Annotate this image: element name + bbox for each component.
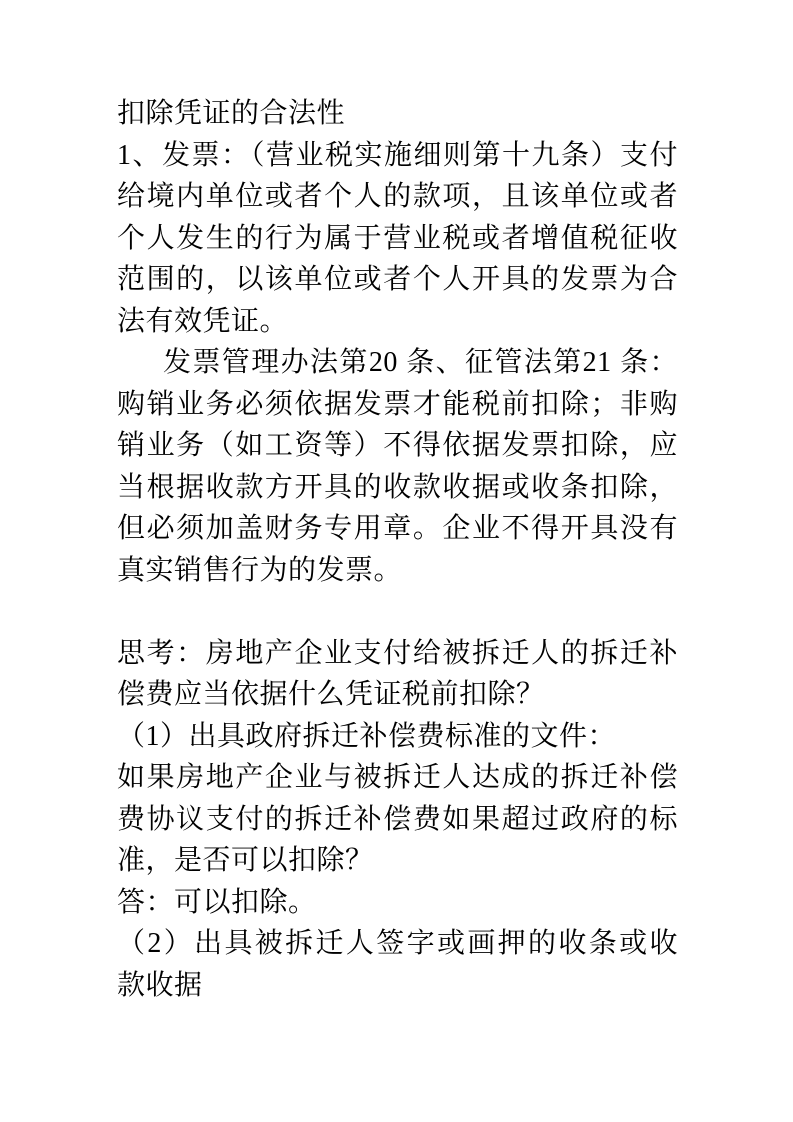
text-line: 费协议支付的拆迁补偿费如果超过政府的标 <box>117 803 678 835</box>
document-text <box>117 93 678 1006</box>
text-line: 但必须加盖财务专用章。企业不得开具没有 <box>117 513 678 544</box>
text-line: （2）出具被拆迁人签字或画押的收条或收 <box>117 928 678 959</box>
text-line: 销业务（如工资等）不得依据发票扣除，应 <box>117 430 678 461</box>
text-line: 发票管理办法第20 条、征管法第21 条： <box>163 347 678 378</box>
text-line <box>117 591 678 633</box>
text-line: 扣除凭证的合法性 <box>117 98 346 129</box>
text-line: 款收据 <box>117 969 203 1001</box>
text-line: 如果房地产企业与被拆迁人达成的拆迁补偿 <box>117 762 678 793</box>
text-line: 范围的，以该单位或者个人开具的发票为合 <box>117 264 678 295</box>
text-line: 给境内单位或者个人的款项，且该单位或者 <box>117 181 678 212</box>
text-line: 偿费应当依据什么凭证税前扣除？ <box>117 679 545 710</box>
text-line: 准，是否可以扣除？ <box>117 845 374 876</box>
text-line: 当根据收款方开具的收款收据或收条扣除， <box>117 471 678 503</box>
text-line: 思考：房地产企业支付给被拆迁人的拆迁补 <box>117 637 678 669</box>
text-line: 答：可以扣除。 <box>117 886 317 918</box>
text-line: 真实销售行为的发票。 <box>117 554 403 586</box>
text-line: 个人发生的行为属于营业税或者增值税征收 <box>117 222 678 254</box>
text-line: 1、发票：（营业税实施细则第十九条）支付 <box>117 139 678 171</box>
text-line: 购销业务必须依据发票才能税前扣除；非购 <box>117 388 678 420</box>
text-line: 法有效凭证。 <box>117 305 289 337</box>
text-line: （1）出具政府拆迁补偿费标准的文件： <box>117 720 617 752</box>
